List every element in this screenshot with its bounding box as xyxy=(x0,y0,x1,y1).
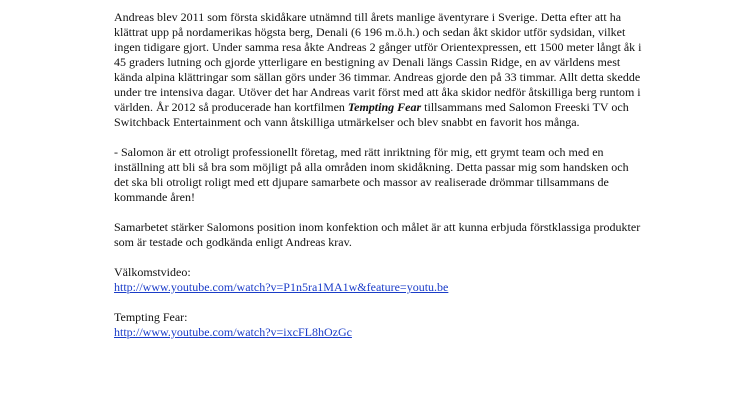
welcome-video-link[interactable]: http://www.youtube.com/watch?v=P1n5ra1MA1w&feature=youtu.be xyxy=(114,280,449,294)
paragraph-quote: - Salomon är ett otroligt professionellt företag, med rätt inriktning för mig, ett grymt team och med en inställning att bli så bra som möjligt på alla områden inom skidåkning. Detta passar mig som handsken och det ska bli otroligt roligt med ett djupare samarbete och massor av realiserade drömmar tillsammans de kommande åren! xyxy=(114,145,629,204)
paragraph-partnership: Samarbetet stärker Salomons position inom konfektion och målet är att kunna erbjuda förstklassiga produkter som är testade och godkända enligt Andreas krav. xyxy=(114,220,641,249)
tempting-fear-label: Tempting Fear: xyxy=(114,310,188,324)
film-title: Tempting Fear xyxy=(347,100,422,114)
tempting-fear-link[interactable]: http://www.youtube.com/watch?v=ixcFL8hOzGc xyxy=(114,325,352,339)
tempting-fear-link-line xyxy=(114,325,644,340)
welcome-video-label: Välkomstvideo: xyxy=(114,265,191,279)
paragraph-spacer xyxy=(114,130,644,145)
paragraph-achievements-text-1: Andreas blev 2011 som första skidåkare utnämnd till årets manlige äventyrare i Sverige. Detta efter att ha klättrat upp på nordamerikas högsta berg, Denali (6 196 m.ö.h.) och sedan åkt skidor utför sydsidan, vilket ingen tidigare gjort. Under samma resa åkte Andreas 2 gånger utför Orientexpressen, ett 1500 meter långt åk i 45 graders lutning och gjorde ytterligare en bestigning av Denali längs Cassin Ridge, en av världens mest kända alpina klättringar som sällan görs under 36 timmar. Andreas gjorde den på 33 timmar. Allt detta skedde under tre intensiva dagar. Utöver det har Andreas varit först med att åka skidor nedför åtskilliga berg runtom i världen. År 2012 så producerade han kortfilmen xyxy=(114,10,642,114)
paragraph-achievements-text-2: tillsammans med Salomon Freeski TV och Switchback Entertainment och vann åtskilliga utmärkelser och blev snabbt en favorit hos många. xyxy=(114,100,629,129)
paragraph-spacer xyxy=(114,295,644,310)
paragraph-spacer xyxy=(114,250,644,265)
paragraph-achievements xyxy=(114,10,644,130)
welcome-video-link-line xyxy=(114,280,644,295)
document-body xyxy=(114,10,644,340)
paragraph-spacer xyxy=(114,205,644,220)
